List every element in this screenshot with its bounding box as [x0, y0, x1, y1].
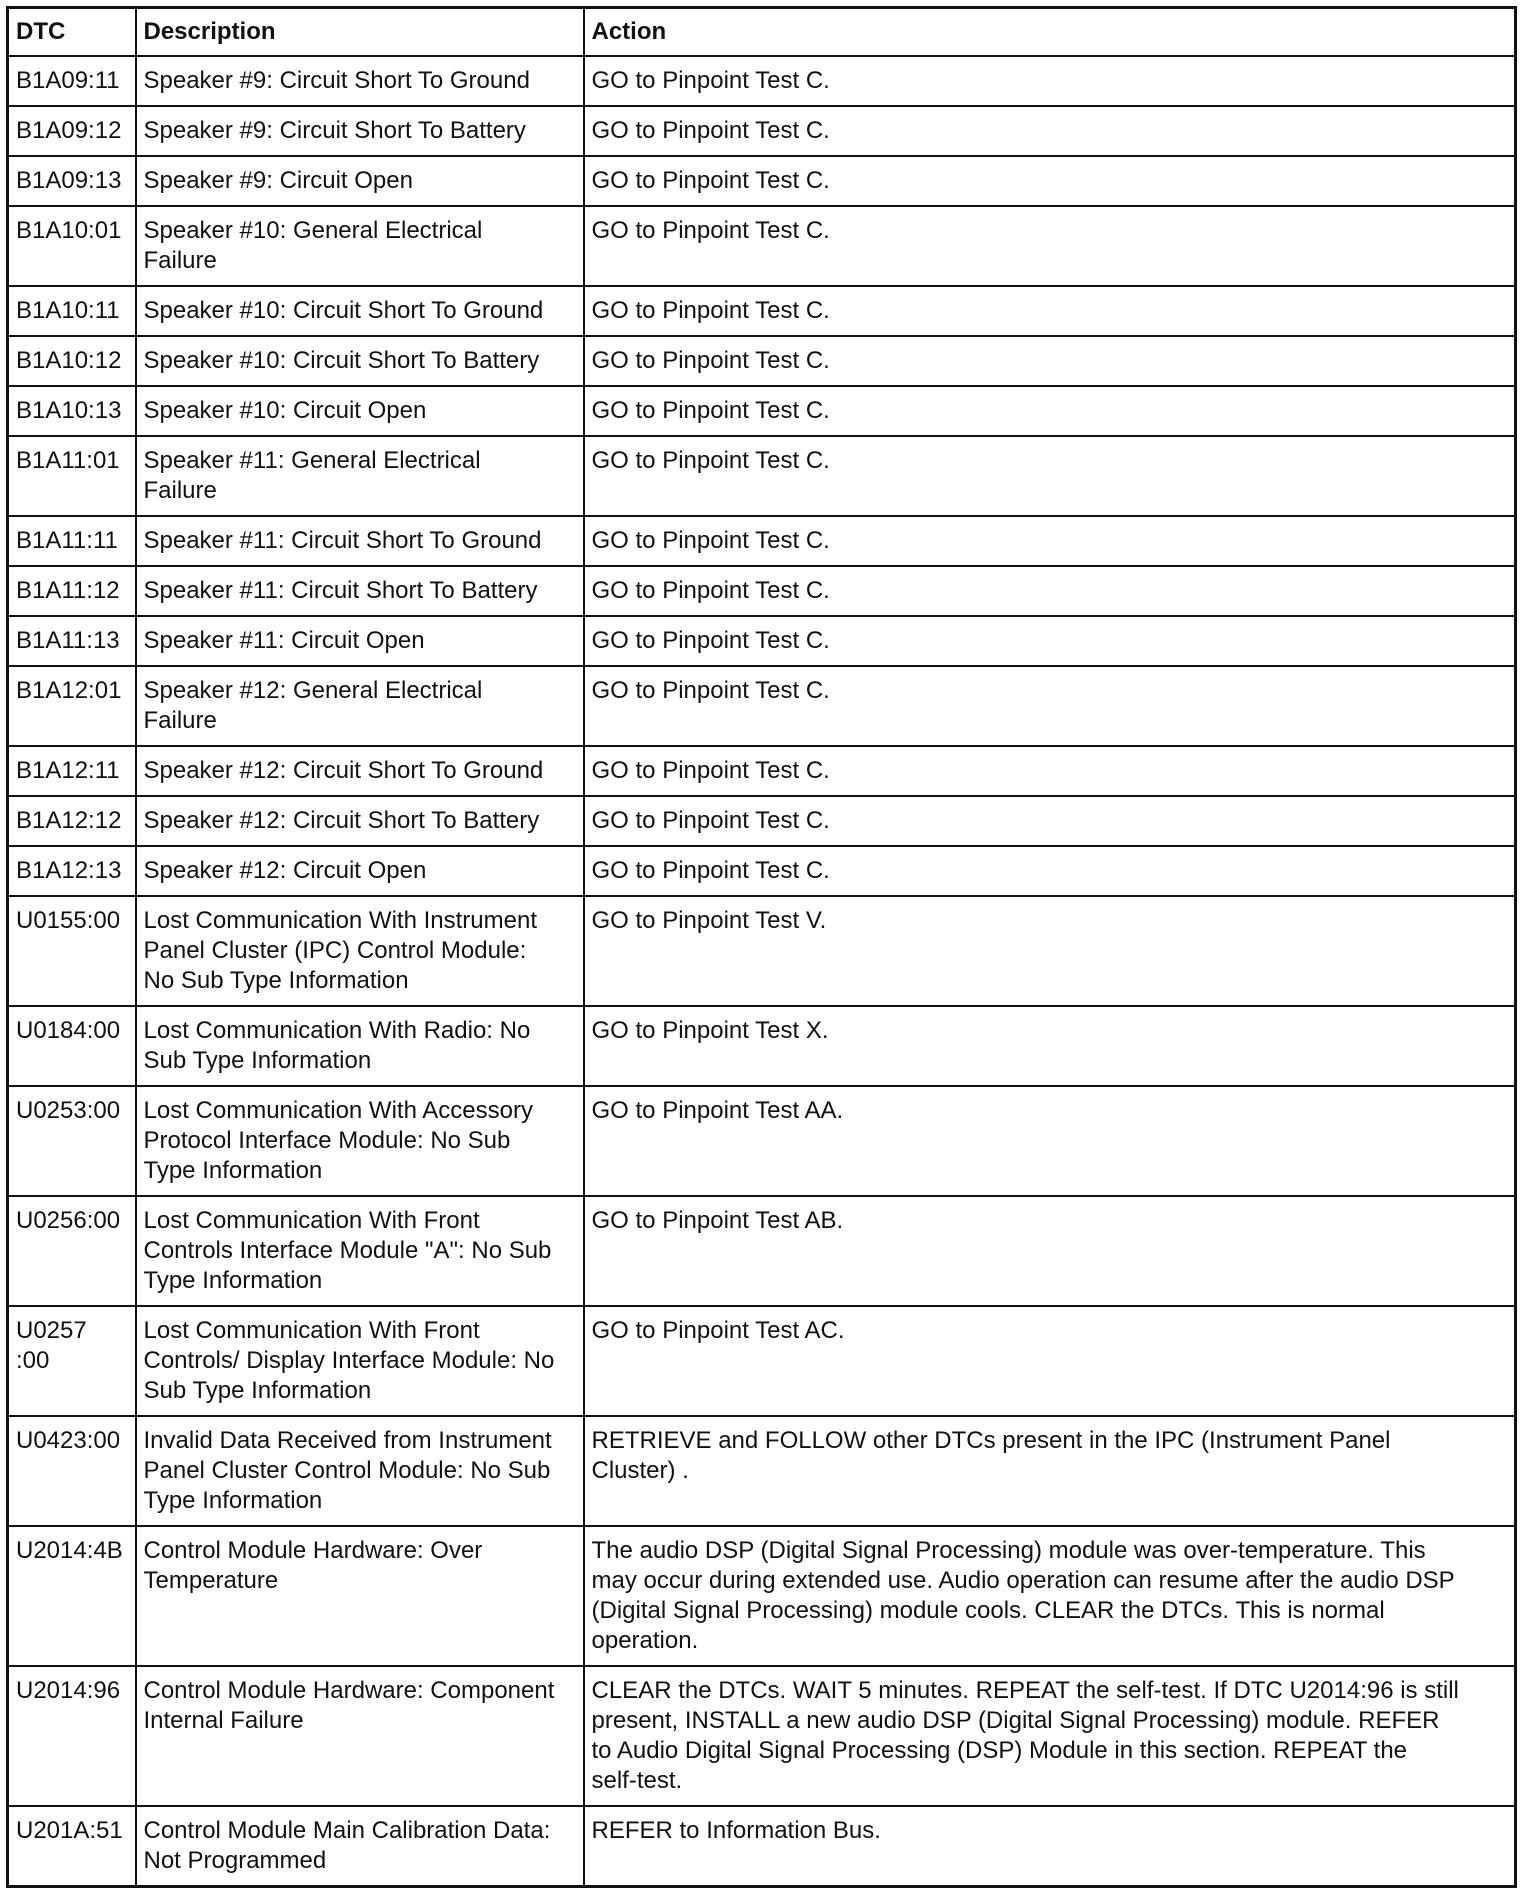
- description-cell: [136, 1306, 584, 1416]
- header-action: Action: [584, 8, 1516, 57]
- description-cell: [136, 56, 584, 106]
- table-header: [8, 8, 1516, 57]
- description-cell: [136, 1086, 584, 1196]
- table-row: [8, 796, 1516, 846]
- action-cell: [584, 846, 1516, 896]
- action-cell: [584, 1416, 1516, 1526]
- dtc-code-cell: [8, 56, 136, 106]
- dtc-code-cell: [8, 896, 136, 1006]
- dtc-code-cell: [8, 436, 136, 516]
- dtc-code-cell: [8, 206, 136, 286]
- dtc-code-cell: [8, 516, 136, 566]
- description-cell: [136, 286, 584, 336]
- description-cell: [136, 436, 584, 516]
- dtc-code-cell-text: U0184:00: [16, 1017, 121, 1044]
- description-cell-text: Speaker #11: Circuit Short To Ground: [143, 527, 542, 554]
- dtc-code-cell: [8, 566, 136, 616]
- action-cell: [584, 1086, 1516, 1196]
- description-cell-text: Speaker #10: Circuit Short To Ground: [143, 297, 544, 324]
- dtc-code-cell-text: U0155:00: [16, 907, 121, 934]
- table-row: [8, 666, 1516, 746]
- description-cell-text: Control Module Hardware: Over Temperature: [143, 1537, 483, 1594]
- description-cell-text: Lost Communication With Accessory Protocol Interface Module: No Sub Type Information: [143, 1097, 533, 1184]
- dtc-code-cell: [8, 846, 136, 896]
- dtc-table: [6, 6, 1517, 1888]
- dtc-code-cell: [8, 1006, 136, 1086]
- table-row: [8, 1196, 1516, 1306]
- action-cell: [584, 286, 1516, 336]
- dtc-code-cell-text: U201A:51: [16, 1817, 123, 1844]
- action-cell: [584, 666, 1516, 746]
- dtc-code-cell-text: U0253:00: [16, 1097, 121, 1124]
- table-row: [8, 746, 1516, 796]
- description-cell: [136, 666, 584, 746]
- description-cell-text: Speaker #12: Circuit Short To Ground: [143, 757, 544, 784]
- description-cell-text: Speaker #11: Circuit Open: [143, 627, 425, 654]
- action-cell: [584, 796, 1516, 846]
- dtc-code-cell-text: U0423:00: [16, 1427, 121, 1454]
- description-cell-text: Speaker #11: General Electrical Failure: [143, 447, 481, 504]
- dtc-code-cell-text: B1A12:11: [16, 757, 120, 784]
- description-cell: [136, 896, 584, 1006]
- table-row: [8, 616, 1516, 666]
- description-cell-text: Speaker #11: Circuit Short To Battery: [143, 577, 538, 604]
- dtc-code-cell: [8, 386, 136, 436]
- table-row: [8, 1666, 1516, 1806]
- description-cell-text: Invalid Data Received from Instrument Panel Cluster Control Module: No Sub Type Information: [143, 1427, 552, 1514]
- dtc-code-cell: [8, 1196, 136, 1306]
- table-row: [8, 1806, 1516, 1887]
- dtc-code-cell-text: U0256:00: [16, 1207, 121, 1234]
- action-cell-text: GO to Pinpoint Test C.: [591, 447, 830, 474]
- page: [6, 6, 1514, 1888]
- action-cell: [584, 1806, 1516, 1887]
- dtc-code-cell: [8, 106, 136, 156]
- dtc-code-cell: [8, 1086, 136, 1196]
- dtc-code-cell: [8, 666, 136, 746]
- action-cell: [584, 106, 1516, 156]
- table-row: [8, 106, 1516, 156]
- description-cell-text: Speaker #10: Circuit Open: [143, 397, 427, 424]
- dtc-code-cell: [8, 616, 136, 666]
- table-row: [8, 386, 1516, 436]
- description-cell-text: Lost Communication With Instrument Panel Cluster (IPC) Control Module: No Sub Type Information: [143, 907, 537, 994]
- action-cell: [584, 436, 1516, 516]
- dtc-code-cell-text: B1A09:13: [16, 167, 122, 194]
- action-cell-text: GO to Pinpoint Test C.: [591, 397, 830, 424]
- description-cell-text: Speaker #10: Circuit Short To Battery: [143, 347, 540, 374]
- table-body: [8, 56, 1516, 1887]
- action-cell: [584, 1006, 1516, 1086]
- description-cell-text: Control Module Main Calibration Data: Not Programmed: [143, 1817, 551, 1874]
- action-cell: [584, 336, 1516, 386]
- dtc-code-cell: [8, 156, 136, 206]
- table-row: [8, 156, 1516, 206]
- description-cell: [136, 746, 584, 796]
- description-cell: [136, 566, 584, 616]
- description-cell: [136, 1806, 584, 1887]
- header-dtc: DTC: [8, 8, 136, 57]
- description-cell-text: Speaker #12: Circuit Open: [143, 857, 427, 884]
- action-cell-text: GO to Pinpoint Test X.: [591, 1017, 829, 1044]
- action-cell: [584, 386, 1516, 436]
- description-cell-text: Speaker #12: General Electrical Failure: [143, 677, 483, 734]
- action-cell-text: GO to Pinpoint Test C.: [591, 627, 830, 654]
- action-cell: [584, 1196, 1516, 1306]
- dtc-code-cell: [8, 1526, 136, 1666]
- action-cell: [584, 516, 1516, 566]
- action-cell-text: RETRIEVE and FOLLOW other DTCs present in the IPC (Instrument Panel Cluster) .: [591, 1427, 1391, 1484]
- description-cell: [136, 516, 584, 566]
- action-cell-text: GO to Pinpoint Test C.: [591, 577, 830, 604]
- action-cell: [584, 1306, 1516, 1416]
- action-cell-text: GO to Pinpoint Test V.: [591, 907, 827, 934]
- action-cell: [584, 746, 1516, 796]
- description-cell-text: Speaker #9: Circuit Short To Ground: [143, 67, 530, 94]
- action-cell: [584, 896, 1516, 1006]
- description-cell-text: Lost Communication With Radio: No Sub Type Information: [143, 1017, 531, 1074]
- action-cell-text: GO to Pinpoint Test C.: [591, 677, 830, 704]
- dtc-code-cell: [8, 1806, 136, 1887]
- dtc-code-cell-text: B1A12:01: [16, 677, 122, 704]
- description-cell: [136, 1526, 584, 1666]
- dtc-code-cell-text: B1A09:11: [16, 67, 120, 94]
- action-cell-text: The audio DSP (Digital Signal Processing) module was over-temperature. This may occur during extended use. Audio operation can resume after the audio DSP (Digital Signal Processing) module cools. CLEAR the DTCs. This is normal operation.: [591, 1537, 1455, 1654]
- action-cell-text: GO to Pinpoint Test C.: [591, 67, 830, 94]
- dtc-code-cell: [8, 796, 136, 846]
- action-cell-text: GO to Pinpoint Test C.: [591, 857, 830, 884]
- action-cell: [584, 206, 1516, 286]
- action-cell-text: GO to Pinpoint Test C.: [591, 217, 830, 244]
- description-cell: [136, 616, 584, 666]
- dtc-code-cell-text: B1A11:13: [16, 627, 120, 654]
- action-cell-text: GO to Pinpoint Test AB.: [591, 1207, 844, 1234]
- action-cell: [584, 1666, 1516, 1806]
- description-cell-text: Lost Communication With Front Controls/ Display Interface Module: No Sub Type Information: [143, 1317, 555, 1404]
- action-cell-text: GO to Pinpoint Test AA.: [591, 1097, 844, 1124]
- action-cell-text: GO to Pinpoint Test C.: [591, 527, 830, 554]
- table-row: [8, 1416, 1516, 1526]
- description-cell: [136, 106, 584, 156]
- table-row: [8, 896, 1516, 1006]
- dtc-code-cell: [8, 1416, 136, 1526]
- dtc-code-cell-text: B1A11:12: [16, 577, 120, 604]
- dtc-code-cell-text: B1A12:12: [16, 807, 122, 834]
- description-cell: [136, 156, 584, 206]
- description-cell-text: Speaker #10: General Electrical Failure: [143, 217, 483, 274]
- dtc-code-cell-text: B1A09:12: [16, 117, 122, 144]
- action-cell-text: GO to Pinpoint Test C.: [591, 167, 830, 194]
- description-cell: [136, 336, 584, 386]
- header-description: Description: [136, 8, 584, 57]
- action-cell: [584, 56, 1516, 106]
- dtc-code-cell-text: B1A10:13: [16, 397, 122, 424]
- dtc-code-cell-text: B1A10:01: [16, 217, 122, 244]
- action-cell-text: GO to Pinpoint Test C.: [591, 807, 830, 834]
- action-cell: [584, 156, 1516, 206]
- description-cell-text: Speaker #12: Circuit Short To Battery: [143, 807, 540, 834]
- table-row: [8, 56, 1516, 106]
- description-cell: [136, 1666, 584, 1806]
- table-row: [8, 846, 1516, 896]
- description-cell: [136, 1006, 584, 1086]
- action-cell-text: GO to Pinpoint Test C.: [591, 297, 830, 324]
- description-cell-text: Control Module Hardware: Component Internal Failure: [143, 1677, 555, 1734]
- description-cell: [136, 386, 584, 436]
- action-cell: [584, 566, 1516, 616]
- dtc-code-cell-text: U2014:96: [16, 1677, 121, 1704]
- action-cell-text: GO to Pinpoint Test C.: [591, 757, 830, 784]
- table-row: [8, 336, 1516, 386]
- dtc-code-cell: [8, 1666, 136, 1806]
- action-cell-text: GO to Pinpoint Test C.: [591, 347, 830, 374]
- dtc-code-cell: [8, 746, 136, 796]
- description-cell: [136, 846, 584, 896]
- description-cell-text: Lost Communication With Front Controls Interface Module "A": No Sub Type Information: [143, 1207, 552, 1294]
- table-row: [8, 206, 1516, 286]
- table-row: [8, 1006, 1516, 1086]
- table-row: [8, 286, 1516, 336]
- dtc-code-cell-text: B1A11:11: [16, 527, 118, 554]
- header-row: [8, 8, 1516, 57]
- action-cell-text: GO to Pinpoint Test AC.: [591, 1317, 845, 1344]
- dtc-code-cell-text: U0257 :00: [16, 1317, 87, 1374]
- table-row: [8, 566, 1516, 616]
- dtc-code-cell-text: U2014:4B: [16, 1537, 123, 1564]
- dtc-code-cell-text: B1A12:13: [16, 857, 122, 884]
- dtc-code-cell-text: B1A10:11: [16, 297, 120, 324]
- description-cell: [136, 1416, 584, 1526]
- table-row: [8, 1306, 1516, 1416]
- table-row: [8, 516, 1516, 566]
- dtc-code-cell: [8, 336, 136, 386]
- table-row: [8, 436, 1516, 516]
- action-cell-text: REFER to Information Bus.: [591, 1817, 881, 1844]
- dtc-code-cell: [8, 1306, 136, 1416]
- description-cell: [136, 1196, 584, 1306]
- table-row: [8, 1526, 1516, 1666]
- dtc-code-cell-text: B1A11:01: [16, 447, 120, 474]
- dtc-code-cell: [8, 286, 136, 336]
- action-cell-text: CLEAR the DTCs. WAIT 5 minutes. REPEAT the self-test. If DTC U2014:96 is still present, INSTALL a new audio DSP (Digital Signal Processing) module. REFER to Audio Digital Signal Processing (DSP) Module in this section. REPEAT the self-test.: [591, 1677, 1459, 1794]
- table-row: [8, 1086, 1516, 1196]
- description-cell-text: Speaker #9: Circuit Short To Battery: [143, 117, 526, 144]
- description-cell: [136, 796, 584, 846]
- description-cell: [136, 206, 584, 286]
- action-cell: [584, 616, 1516, 666]
- dtc-code-cell-text: B1A10:12: [16, 347, 122, 374]
- action-cell: [584, 1526, 1516, 1666]
- description-cell-text: Speaker #9: Circuit Open: [143, 167, 413, 194]
- action-cell-text: GO to Pinpoint Test C.: [591, 117, 830, 144]
